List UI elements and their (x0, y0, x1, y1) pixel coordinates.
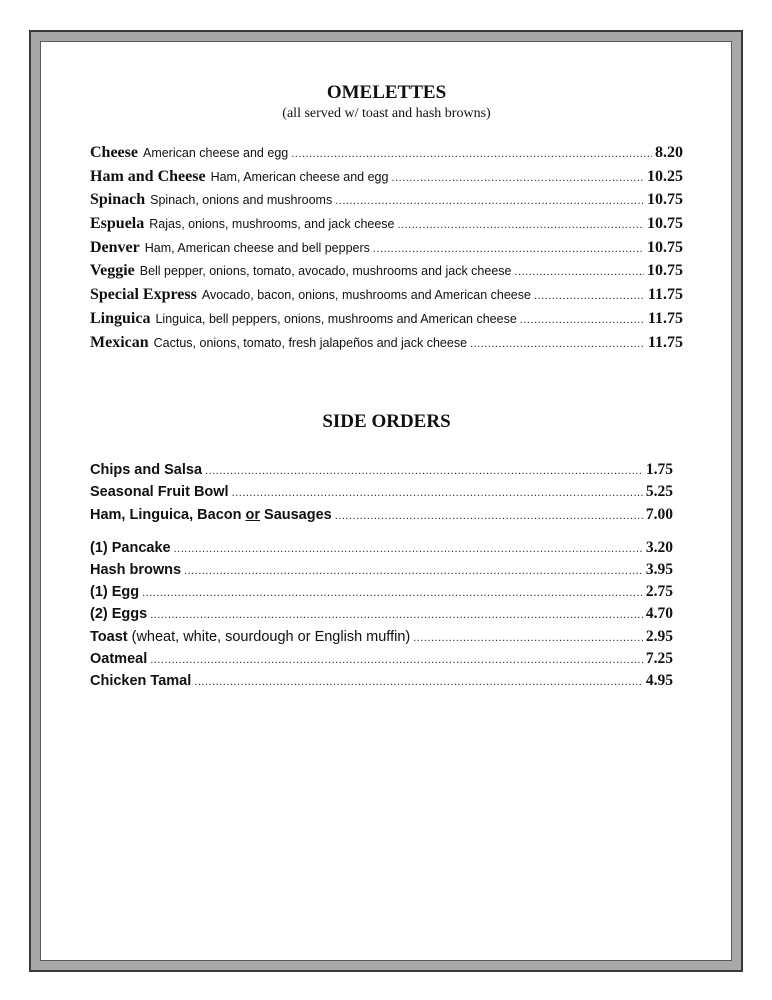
item-price: 10.75 (647, 238, 683, 256)
item-name: Chicken Tamal (90, 672, 192, 689)
dot-leader (150, 609, 643, 621)
dot-leader (391, 172, 644, 184)
dot-leader (150, 654, 643, 666)
menu-item-mexican (90, 334, 683, 358)
menu-item-cheese (90, 144, 683, 168)
menu-item-ham-and-cheese (90, 168, 683, 192)
item-name: Spinach (90, 191, 146, 209)
omelettes-subtitle: (all served w/ toast and hash browns) (282, 106, 491, 121)
item-name: (1) Pancake (90, 539, 171, 556)
dot-leader (205, 465, 643, 477)
dot-leader (373, 243, 644, 255)
menu-item-spinach (90, 191, 683, 215)
item-name: Denver (90, 238, 140, 256)
item-name: Espuela (90, 215, 145, 233)
dot-leader (520, 314, 645, 326)
item-price: 11.75 (647, 333, 683, 351)
item-name-or: or (245, 506, 260, 523)
item-price: 4.95 (645, 671, 673, 689)
omelettes-section (90, 80, 683, 357)
item-description: Bell pepper, onions, tomato, avocado, mushrooms and jack cheese (139, 264, 512, 279)
dot-leader (514, 266, 644, 278)
side-item-two-eggs (90, 605, 683, 627)
omelettes-title: OMELETTES (326, 82, 447, 103)
item-name: Cheese (90, 144, 138, 161)
item-price: 2.95 (645, 627, 673, 645)
item-name: Seasonal Fruit Bowl (90, 484, 229, 501)
item-description: Spinach, onions and mushrooms (150, 193, 333, 208)
item-price: 3.20 (645, 538, 673, 556)
dot-leader (335, 195, 644, 207)
menu-item-denver (90, 239, 683, 263)
item-price: 11.75 (647, 286, 683, 304)
item-description: (wheat, white, sourdough or English muffin) (131, 628, 411, 645)
item-description: Cactus, onions, tomato, fresh jalapeños and jack cheese (153, 335, 468, 350)
menu-item-veggie (90, 262, 683, 286)
item-price: 1.75 (645, 461, 673, 479)
dot-leader (335, 510, 643, 522)
side-item-chicken-tamal (90, 672, 683, 694)
item-price: 10.75 (647, 191, 683, 209)
item-name (90, 507, 332, 523)
dot-leader (291, 148, 652, 160)
item-name: Mexican (90, 333, 149, 351)
item-name: Linguica (90, 309, 151, 327)
dot-leader (142, 587, 643, 599)
item-name: (1) Egg (90, 584, 140, 601)
item-description: American cheese and egg (142, 146, 289, 160)
side-item-meats (90, 506, 683, 528)
side-item-one-egg (90, 583, 683, 605)
item-price: 10.75 (647, 215, 683, 233)
side-item-seasonal-fruit-bowl (90, 483, 683, 505)
menu-item-espuela (90, 215, 683, 239)
item-description: Linguica, bell peppers, onions, mushrooms and American cheese (155, 311, 517, 326)
item-name-part: Sausages (260, 506, 332, 523)
item-name: Special Express (90, 286, 197, 304)
side-item-pancake (90, 539, 683, 561)
item-price: 7.25 (645, 649, 673, 667)
item-name: Toast (90, 628, 128, 645)
dot-leader (413, 632, 643, 644)
item-price: 11.75 (647, 309, 683, 327)
item-name: Oatmeal (90, 650, 148, 667)
item-price: 7.00 (645, 505, 673, 523)
item-description: Ham, American cheese and bell peppers (144, 240, 370, 255)
dot-leader (470, 338, 645, 350)
omelettes-list (90, 144, 683, 357)
menu-content (90, 80, 683, 694)
side-orders-section (90, 409, 683, 694)
item-name: Chips and Salsa (90, 462, 203, 479)
item-price: 3.95 (645, 560, 673, 578)
item-name-part: Ham, Linguica, Bacon (90, 506, 246, 523)
side-item-toast (90, 628, 683, 650)
side-item-chips-and-salsa (90, 461, 683, 483)
item-name: Veggie (90, 262, 135, 280)
item-price: 5.25 (645, 483, 673, 501)
item-name: Ham and Cheese (90, 167, 206, 185)
dot-leader (184, 565, 643, 577)
item-price: 2.75 (645, 583, 673, 601)
menu-item-linguica (90, 310, 683, 334)
item-name: Hash browns (90, 561, 182, 578)
dot-leader (534, 290, 645, 302)
side-orders-list (90, 461, 683, 694)
item-price: 8.20 (655, 144, 683, 161)
item-price: 10.25 (647, 167, 683, 185)
item-description: Rajas, onions, mushrooms, and jack cheese (149, 217, 395, 232)
item-price: 10.75 (647, 262, 683, 280)
item-description: Ham, American cheese and egg (210, 169, 389, 184)
dot-leader (194, 676, 643, 688)
menu-item-special-express (90, 286, 683, 310)
side-item-oatmeal (90, 650, 683, 672)
item-price: 4.70 (645, 605, 673, 623)
item-name: (2) Eggs (90, 606, 148, 623)
dot-leader (232, 487, 643, 499)
side-item-hash-browns (90, 561, 683, 583)
dot-leader (398, 219, 644, 231)
side-orders-title: SIDE ORDERS (322, 411, 451, 433)
item-description: Avocado, bacon, onions, mushrooms and American cheese (201, 288, 531, 303)
dot-leader (174, 543, 643, 555)
